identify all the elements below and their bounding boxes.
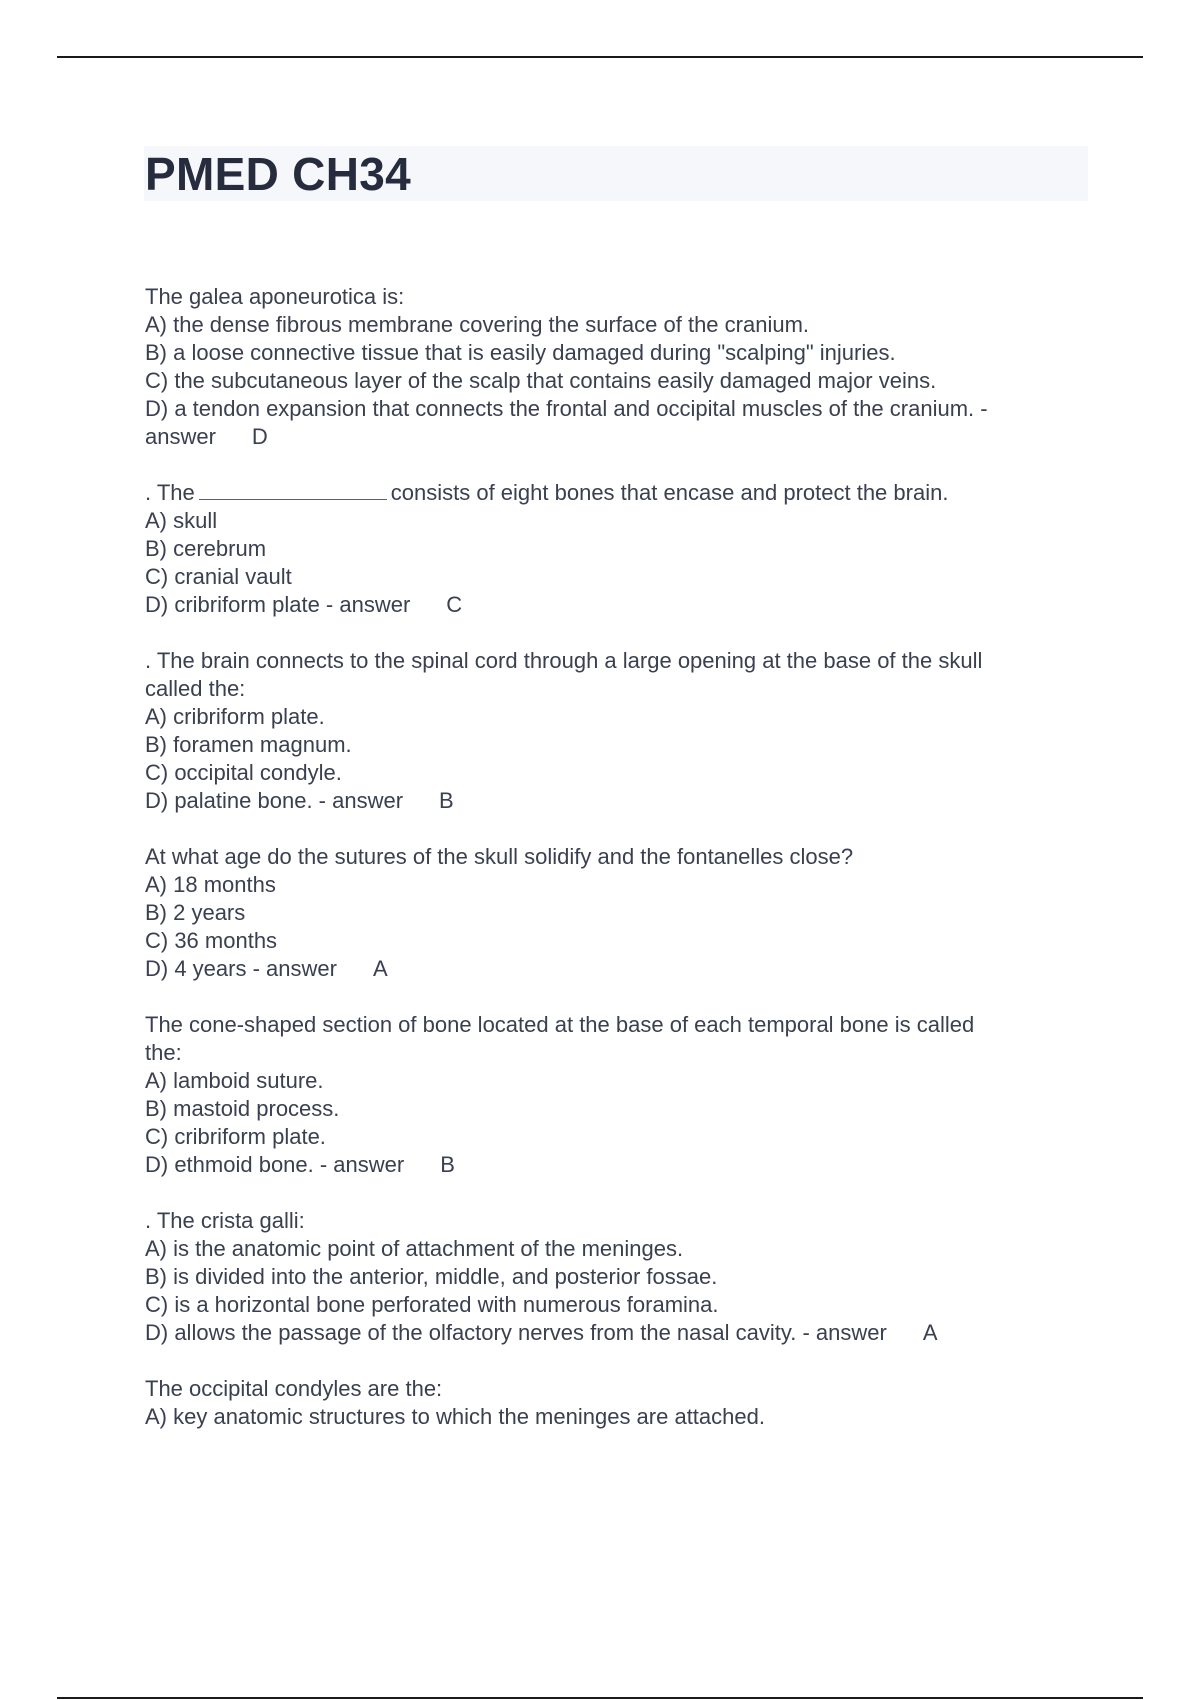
- option-c: C) cranial vault: [145, 564, 292, 589]
- answer-line: [145, 591, 1075, 619]
- option-c: C) occipital condyle.: [145, 760, 342, 785]
- option-d: D) a tendon expansion that connects the frontal and occipital muscles of the cranium. -: [145, 396, 988, 421]
- question-5: [145, 1011, 1075, 1179]
- option-c: C) is a horizontal bone perforated with numerous foramina.: [145, 1292, 719, 1317]
- answer-line: [145, 1151, 1075, 1179]
- answer-line: [145, 423, 1075, 451]
- answer-label: D) 4 years - answer: [145, 956, 337, 981]
- option-a: A) cribriform plate.: [145, 704, 325, 729]
- option-c: C) 36 months: [145, 928, 278, 953]
- question-2: [145, 479, 1075, 619]
- question-stem: [145, 479, 1075, 507]
- answer-label: answer: [145, 424, 216, 449]
- answer-line: [145, 787, 1075, 815]
- question-stem-cont: the:: [145, 1040, 182, 1065]
- question-stem-cont: called the:: [145, 676, 246, 701]
- question-7: [145, 1375, 1075, 1431]
- stem-end: consists of eight bones that encase and protect the brain.: [390, 480, 949, 505]
- answer-letter: C: [446, 592, 463, 617]
- answer-label: D) ethmoid bone. - answer: [145, 1152, 405, 1177]
- option-a: A) skull: [145, 508, 218, 533]
- question-stem: . The crista galli:: [145, 1208, 305, 1233]
- option-b: B) 2 years: [145, 900, 246, 925]
- option-a: A) the dense fibrous membrane covering the surface of the cranium.: [145, 312, 810, 337]
- option-b: B) foramen magnum.: [145, 732, 352, 757]
- question-stem: At what age do the sutures of the skull solidify and the fontanelles close?: [145, 844, 854, 869]
- header-rule: [57, 56, 1143, 58]
- option-a: A) 18 months: [145, 872, 276, 897]
- option-b: B) cerebrum: [145, 536, 267, 561]
- option-a: A) lamboid suture.: [145, 1068, 324, 1093]
- question-4: [145, 843, 1075, 983]
- question-stem: . The brain connects to the spinal cord through a large opening at the base of the skull: [145, 648, 983, 673]
- option-c: C) the subcutaneous layer of the scalp that contains easily damaged major veins.: [145, 368, 937, 393]
- page-title: PMED CH34: [145, 148, 411, 200]
- question-stem: The galea aponeurotica is:: [145, 284, 405, 309]
- question-3: [145, 647, 1075, 815]
- answer-letter: D: [251, 424, 268, 449]
- answer-letter: A: [372, 956, 388, 981]
- answer-label: D) cribriform plate - answer: [145, 592, 411, 617]
- question-1: [145, 283, 1075, 451]
- question-list: [145, 283, 1075, 1459]
- answer-line: [145, 955, 1075, 983]
- answer-label: D) palatine bone. - answer: [145, 788, 404, 813]
- option-b: B) mastoid process.: [145, 1096, 340, 1121]
- answer-label: D) allows the passage of the olfactory nerves from the nasal cavity. - answer: [145, 1320, 887, 1345]
- question-stem: The cone-shaped section of bone located at the base of each temporal bone is called: [145, 1012, 975, 1037]
- footer-rule: [57, 1697, 1143, 1699]
- option-b: B) is divided into the anterior, middle, and posterior fossae.: [145, 1264, 718, 1289]
- question-stem: The occipital condyles are the:: [145, 1376, 443, 1401]
- answer-letter: B: [439, 788, 454, 813]
- option-a: A) key anatomic structures to which the meninges are attached.: [145, 1404, 765, 1429]
- answer-letter: A: [922, 1320, 938, 1345]
- stem-start: . The: [145, 480, 195, 505]
- answer-letter: B: [440, 1152, 455, 1177]
- answer-line: [145, 1319, 1075, 1347]
- option-c: C) cribriform plate.: [145, 1124, 326, 1149]
- question-6: [145, 1207, 1075, 1347]
- option-a: A) is the anatomic point of attachment of the meninges.: [145, 1236, 684, 1261]
- option-b: B) a loose connective tissue that is easily damaged during "scalping" injuries.: [145, 340, 896, 365]
- fill-in-blank: [199, 481, 387, 500]
